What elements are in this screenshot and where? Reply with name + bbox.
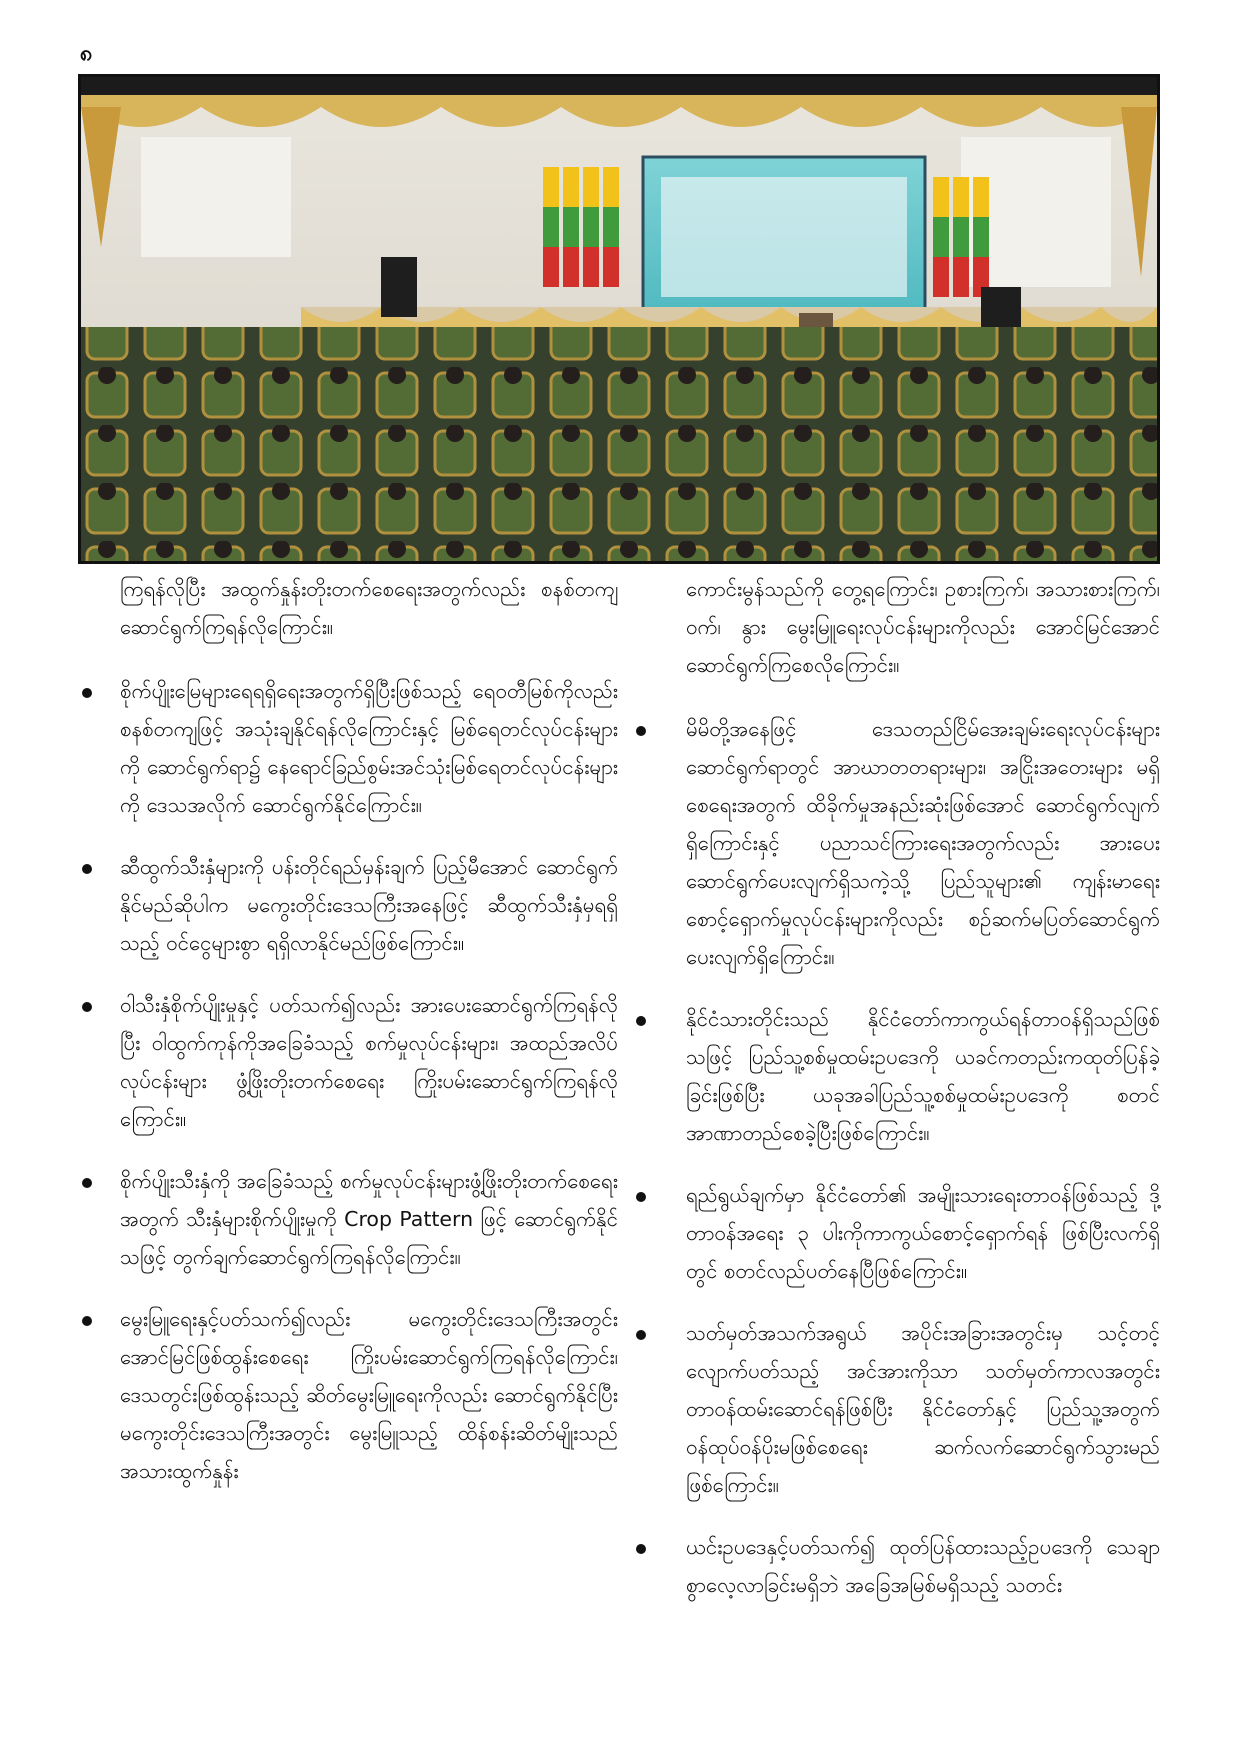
bullet-text: ဆီထွက်သီးနှံများကို ပန်းတိုင်ရည်မှန်းချက် ပြည့်မီအောင် ဆောင်ရွက်နိုင်မည်ဆိုပါက မကွေးတိုင်းဒေသကြီးအနေဖြင့် ဆီထွက်သီးနှံမှရရှိသည့် ဝင်ငွေများစွာ ရရှိလာနိုင်မည်ဖြစ်ကြောင်း။ [120, 855, 618, 955]
bullet-item [82, 986, 618, 1138]
bullet-text: ယင်းဥပဒေနှင့်ပတ်သက်၍ ထုတ်ပြန်ထားသည့်ဥပဒေကို သေချာစွာလေ့လာခြင်းမရှိဘဲ အခြေအမြစ်မရှိသည့် သတင်း [686, 1535, 1160, 1597]
continued-paragraph: ကောင်းမွန်သည်ကို တွေ့ရကြောင်း၊ ဥစားကြက်၊ အသားစားကြက်၊ ဝက်၊ နွား မွေးမြူရေးလုပ်ငန်းများကိုလည်း အောင်မြင်အောင် ဆောင်ရွက်ကြစေလိုကြောင်း။ [686, 577, 1160, 677]
bullet-item [82, 1300, 618, 1490]
bullet-item [632, 1314, 1160, 1504]
bullet-item [632, 1176, 1160, 1290]
bullet-text: နိုင်ငံသားတိုင်းသည် နိုင်ငံတော်ကာကွယ်ရန်တာဝန်ရှိသည်ဖြစ်သဖြင့် ပြည်သူ့စစ်မှုထမ်းဥပဒေကို ယခင်ကတည်းကထုတ်ပြန်ခဲ့ခြင်းဖြစ်ပြီး ယခုအခါပြည်သူ့စစ်မှုထမ်းဥပဒေကို စတင်အာဏာတည်စေခဲ့ပြီးဖြစ်ကြောင်း။ [686, 1007, 1160, 1145]
continued-paragraph: ကြရန်လိုပြီး အထွက်နှုန်းတိုးတက်စေရေးအတွက်လည်း စနစ်တကျ ဆောင်ရွက်ကြရန်လိုကြောင်း။ [120, 577, 618, 639]
bullet-icon [82, 864, 92, 874]
bullet-item [632, 710, 1160, 976]
bullet-text: စိုက်ပျိုးသီးနှံကို အခြေခံသည့် စက်မှုလုပ်ငန်းများဖွံ့ဖြိုးတိုးတက်စေရေးအတွက် သီးနှံများစိုက်ပျိုးမှုကို Crop Pattern ဖြင့် ဆောင်ရွက်နိုင်သဖြင့် တွက်ချက်ဆောင်ရွက်ကြရန်လိုကြောင်း။ [120, 1169, 618, 1269]
bullet-icon [82, 1002, 92, 1012]
bullet-text: ရည်ရွယ်ချက်မှာ နိုင်ငံတော်၏ အမျိုးသားရေးတာဝန်ဖြစ်သည့် ဒို့တာဝန်အရေး ၃ ပါးကိုကာကွယ်စောင့်ရှောက်ရန် ဖြစ်ပြီးလက်ရှိတွင် စတင်လည်ပတ်နေပြီဖြစ်ကြောင်း။ [686, 1183, 1160, 1283]
bullet-text: မိမိတို့အနေဖြင့် ဒေသတည်ငြိမ်အေးချမ်းရေးလုပ်ငန်းများ ဆောင်ရွက်ရာတွင် အာဃာတတရားများ၊ အငြိုးအတေးများ မရှိစေရေးအတွက် ထိခိုက်မှုအနည်းဆုံးဖြစ်အောင် ဆောင်ရွက်လျက်ရှိကြောင်းနှင့် ပညာသင်ကြားရေးအတွက်လည်း အားပေးဆောင်ရွက်ပေးလျက်ရှိသကဲ့သို့ ပြည်သူများ၏ ကျန်းမာရေးစောင့်ရှောက်မှုလုပ်ငန်းများကိုလည်း စဉ်ဆက်မပြတ်ဆောင်ရွက်ပေးလျက်ရှိကြောင်း။ [686, 717, 1160, 969]
bullet-item [632, 1000, 1160, 1152]
bullet-icon [636, 1192, 646, 1202]
bullet-icon [82, 688, 92, 698]
bullet-icon [636, 1544, 646, 1554]
bullet-icon [82, 1178, 92, 1188]
bullet-item [82, 1162, 618, 1276]
bullet-item [632, 1528, 1160, 1604]
bullet-icon [82, 1316, 92, 1326]
bullet-icon [636, 726, 646, 736]
bullet-text: သတ်မှတ်အသက်အရွယ် အပိုင်းအခြားအတွင်းမှ သင့်တင့်လျောက်ပတ်သည့် အင်အားကိုသာ သတ်မှတ်ကာလအတွင်း တာဝန်ထမ်းဆောင်ရန်ဖြစ်ပြီး နိုင်ငံတော်နှင့် ပြည်သူ့အတွက် ဝန်ထုပ်ဝန်ပိုးမဖြစ်စေရေး ဆက်လက်ဆောင်ရွက်သွားမည်ဖြစ်ကြောင်း။ [686, 1321, 1160, 1497]
bullet-text: ဝါသီးနှံစိုက်ပျိုးမှုနှင့် ပတ်သက်၍လည်း အားပေးဆောင်ရွက်ကြရန်လိုပြီး ဝါထွက်ကုန်ကိုအခြေခံသည့် စက်မှုလုပ်ငန်းများ၊ အထည်အလိပ်လုပ်ငန်းများ ဖွံ့ဖြိုးတိုးတက်စေရေး ကြိုးပမ်းဆောင်ရွက်ကြရန်လိုကြောင်း။ [120, 993, 618, 1131]
page-number: ၈ [80, 41, 93, 66]
right-column [632, 570, 1160, 1628]
bullet-text: မွေးမြူရေးနှင့်ပတ်သက်၍လည်း မကွေးတိုင်းဒေသကြီးအတွင်း အောင်မြင်ဖြစ်ထွန်းစေရေး ကြိုးပမ်းဆောင်ရွက်ကြရန်လိုကြောင်း၊ ဒေသတွင်းဖြစ်ထွန်းသည့် ဆိတ်မွေးမြူရေးကိုလည်း ဆောင်ရွက်နိုင်ပြီး မကွေးတိုင်းဒေသကြီးအတွင်း မွေးမြူသည့် ထိန်စန်းဆိတ်မျိုးသည် အသားထွက်နှုန်း [120, 1307, 618, 1483]
bullet-text: စိုက်ပျိုးမြေများရေရရှိရေးအတွက်ရှိပြီးဖြစ်သည့် ရေဝတီမြစ်ကိုလည်း စနစ်တကျဖြင့် အသုံးချနိုင်ရန်လိုကြောင်းနှင့် မြစ်ရေတင်လုပ်ငန်းများကို ဆောင်ရွက်ရာ၌ နေရောင်ခြည်စွမ်းအင်သုံးမြစ်ရေတင်လုပ်ငန်းများကို ဒေသအလိုက် ဆောင်ရွက်နိုင်ကြောင်း။ [120, 679, 618, 817]
bullet-item [82, 848, 618, 962]
meeting-photo [78, 74, 1160, 564]
bullet-item [82, 672, 618, 824]
bullet-icon [636, 1330, 646, 1340]
left-column [82, 570, 618, 1514]
bullet-icon [636, 1016, 646, 1026]
